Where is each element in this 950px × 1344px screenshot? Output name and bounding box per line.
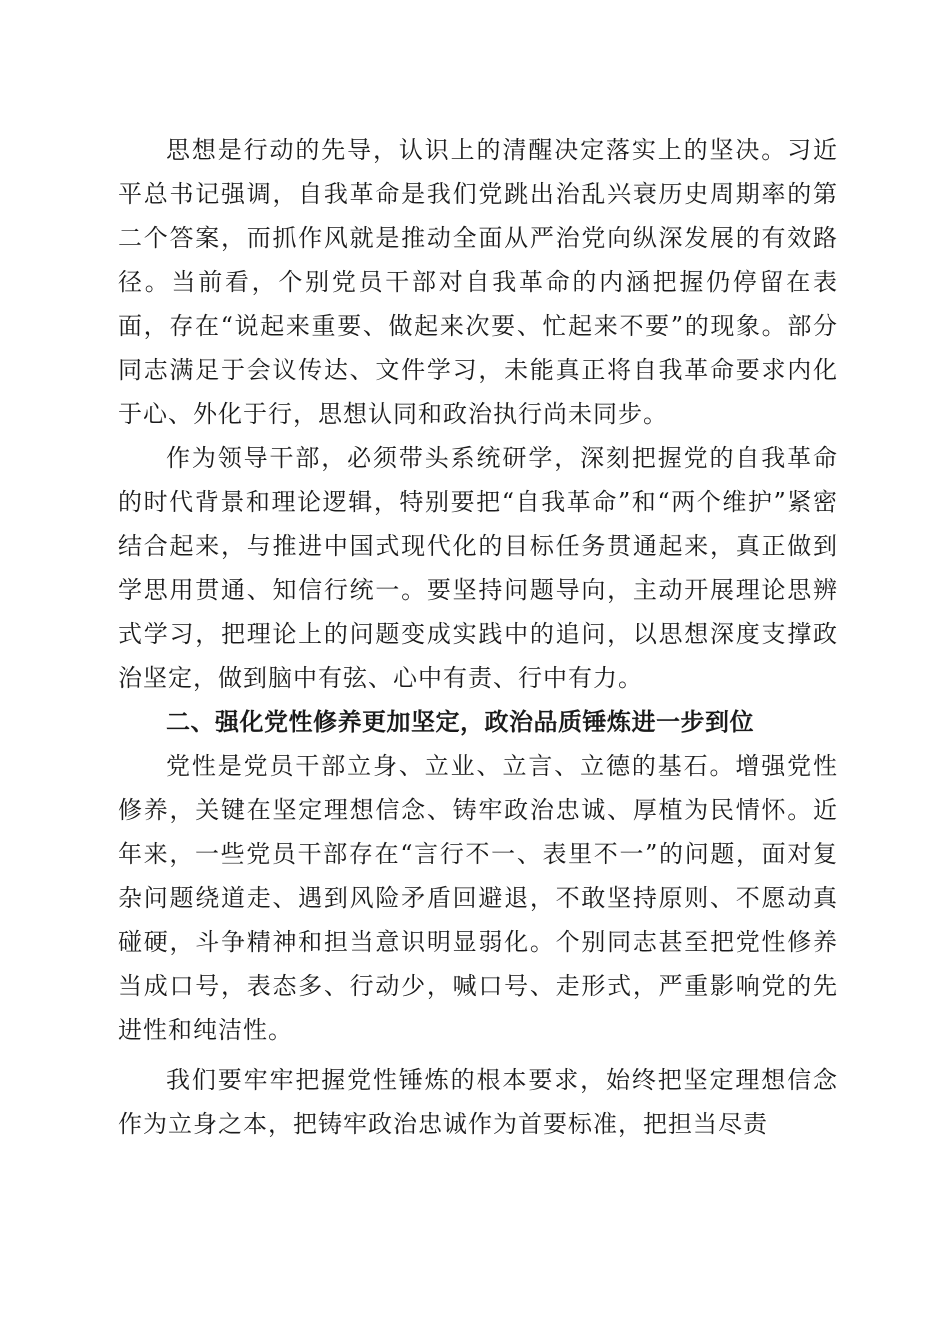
section-heading: 二、强化党性修养更加坚定，政治品质锤炼进一步到位 [166, 708, 754, 736]
paragraph-leadership-study: 作为领导干部，必须带头系统研学，深刻把握党的自我革命的时代背景和理论逻辑，特别要把“自我革命”和“两个维护”紧密结合起来，与推进中国式现代化的目标任务贯通起来，真正做到学思用贯通、知信行统一。要坚持问题导向，主动开展理论思辨式学习，把理论上的问题变成实践中的追问，以思想深度支撑政治坚定，做到脑中有弦、心中有责、行中有力。 [118, 444, 838, 692]
paragraph-ideology: 思想是行动的先导，认识上的清醒决定落实上的坚决。习近平总书记强调，自我革命是我们党跳出治乱兴衰历史周期率的第二个答案，而抓作风就是推动全面从严治党向纵深发展的有效路径。当前看，个别党员干部对自我革命的内涵把握仍停留在表面，存在“说起来重要、做起来次要、忙起来不要”的现象。部分同志满足于会议传达、文件学习，未能真正将自我革命要求内化于心、外化于行，思想认同和政治执行尚未同步。 [118, 136, 838, 428]
paragraph-requirements: 我们要牢牢把握党性锤炼的根本要求，始终把坚定理想信念作为立身之本，把铸牢政治忠诚作为首要标准，把担当尽责 [118, 1066, 838, 1138]
document-body [118, 128, 838, 1146]
paragraph-party-spirit: 党性是党员干部立身、立业、立言、立德的基石。增强党性修养，关键在坚定理想信念、铸牢政治忠诚、厚植为民情怀。近年来，一些党员干部存在“言行不一、表里不一”的问题，面对复杂问题绕道走、遇到风险矛盾回避退，不敢坚持原则、不愿动真碰硬，斗争精神和担当意识明显弱化。个别同志甚至把党性修养当成口号，表态多、行动少，喊口号、走形式，严重影响党的先进性和纯洁性。 [118, 752, 838, 1044]
